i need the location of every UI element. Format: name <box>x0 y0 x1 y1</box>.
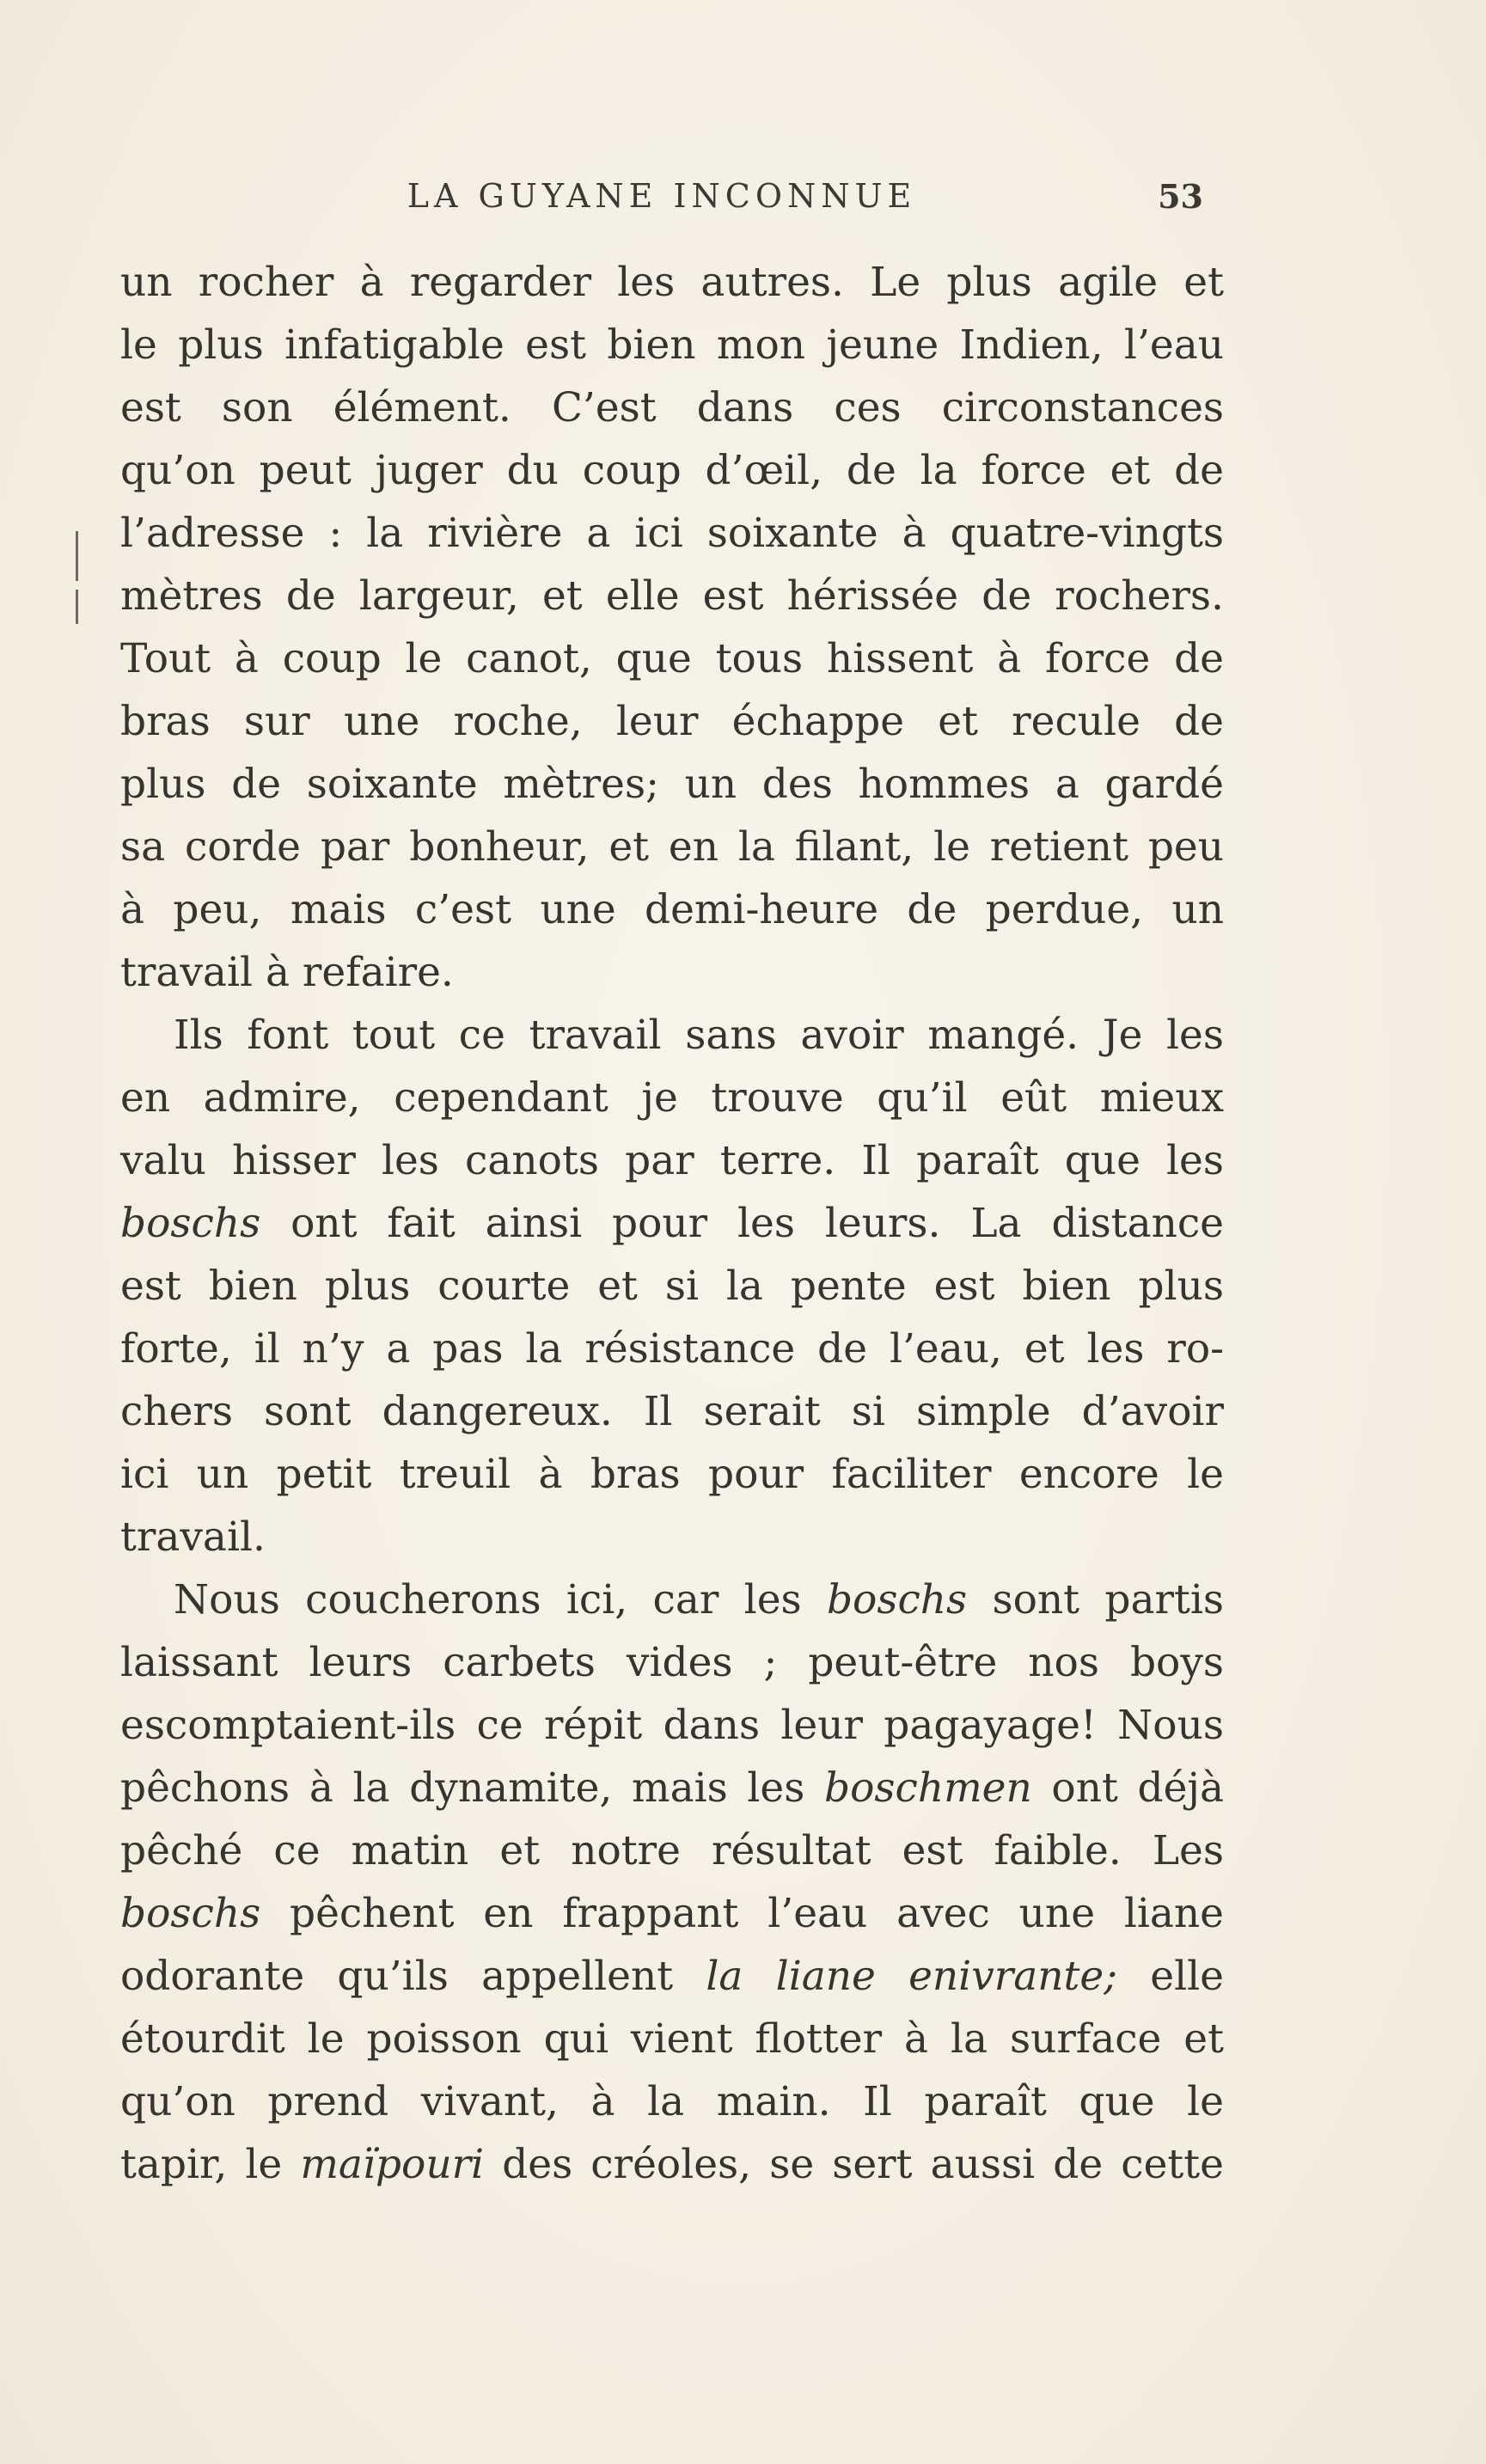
text-line: bras sur une roche, leur échappe et recule de <box>120 698 1224 745</box>
text-line <box>120 1192 1224 1255</box>
text-line: laissant leurs carbets vides ; peut-être nos boys <box>120 1639 1224 1686</box>
text-run: pêchons à la dynamite, mais les <box>120 1764 824 1812</box>
text-line: forte, il n’y a pas la résistance de l’eau, et les ro- <box>120 1325 1224 1373</box>
text-line <box>120 1757 1224 1819</box>
text-run: pêchent en frappant l’eau avec une liane <box>260 1890 1224 1937</box>
text-line <box>120 1945 1224 2008</box>
text-line: plus de soixante mètres; un des hommes a gardé <box>120 761 1224 808</box>
text-line: sa corde par bonheur, et en la filant, le retient peu <box>120 823 1224 871</box>
text-run: sont partis <box>967 1576 1224 1623</box>
text-run: odorante qu’ils appellent <box>120 1953 706 2000</box>
text-line: le plus infatigable est bien mon jeune Indien, l’eau <box>120 321 1224 369</box>
text-line: Ils font tout ce travail sans avoir mangé. Je les <box>174 1012 1224 1059</box>
text-line: escomptaient-ils ce répit dans leur pagayage! Nous <box>120 1702 1224 1749</box>
text-run: ont fait ainsi pour les leurs. La distance <box>260 1200 1224 1247</box>
text-line: chers sont dangereux. Il serait si simple d’avoir <box>120 1388 1224 1435</box>
margin-mark <box>76 531 78 581</box>
italic-term: maïpouri <box>300 2141 485 2188</box>
margin-mark <box>76 590 78 624</box>
text-line: qu’on peut juger du coup d’œil, de la force et de <box>120 447 1224 494</box>
italic-term: boschs <box>120 1890 261 1937</box>
text-line: est bien plus courte et si la pente est bien plus <box>120 1263 1224 1310</box>
text-run: ont déjà <box>1031 1764 1224 1812</box>
text-line <box>120 1568 1224 1631</box>
text-line: étourdit le poisson qui vient flotter à la surface et <box>120 2015 1224 2063</box>
text-line: Tout à coup le canot, que tous hissent à force de <box>120 635 1224 682</box>
text-line: l’adresse : la rivière a ici soixante à quatre-vingts <box>120 510 1224 557</box>
text-line: travail. <box>120 1513 266 1561</box>
italic-term: boschs <box>826 1576 968 1623</box>
text-run: des créoles, se sert aussi de cette <box>484 2141 1224 2188</box>
text-line: travail à refaire. <box>120 949 454 996</box>
text-line: ici un petit treuil à bras pour faciliter encore le <box>120 1451 1224 1498</box>
running-head <box>120 177 1203 229</box>
text-line <box>120 1882 1224 1945</box>
italic-term: boschs <box>120 1200 261 1247</box>
body-text <box>120 251 1224 2196</box>
text-line: en admire, cependant je trouve qu’il eût mieux <box>120 1074 1224 1122</box>
text-line: pêché ce matin et notre résultat est faible. Les <box>120 1827 1224 1874</box>
page-number: 53 <box>1158 177 1203 216</box>
text-line <box>120 2133 1224 2196</box>
running-title: LA GUYANE INCONNUE <box>407 177 917 215</box>
text-run: elle <box>1117 1953 1224 2000</box>
text-line: qu’on prend vivant, à la main. Il paraît que le <box>120 2078 1224 2125</box>
text-line: un rocher à regarder les autres. Le plus agile et <box>120 259 1224 306</box>
text-line: mètres de largeur, et elle est hérissée de rochers. <box>120 572 1224 620</box>
text-line: est son élément. C’est dans ces circonstances <box>120 384 1224 431</box>
text-line: à peu, mais c’est une demi-heure de perdue, un <box>120 886 1224 933</box>
text-run: Nous coucherons ici, car les <box>174 1576 827 1623</box>
italic-term: la liane enivrante; <box>706 1953 1118 2000</box>
text-line: valu hisser les canots par terre. Il paraît que les <box>120 1137 1224 1184</box>
italic-term: boschmen <box>824 1764 1032 1812</box>
text-run: tapir, le <box>120 2141 301 2188</box>
